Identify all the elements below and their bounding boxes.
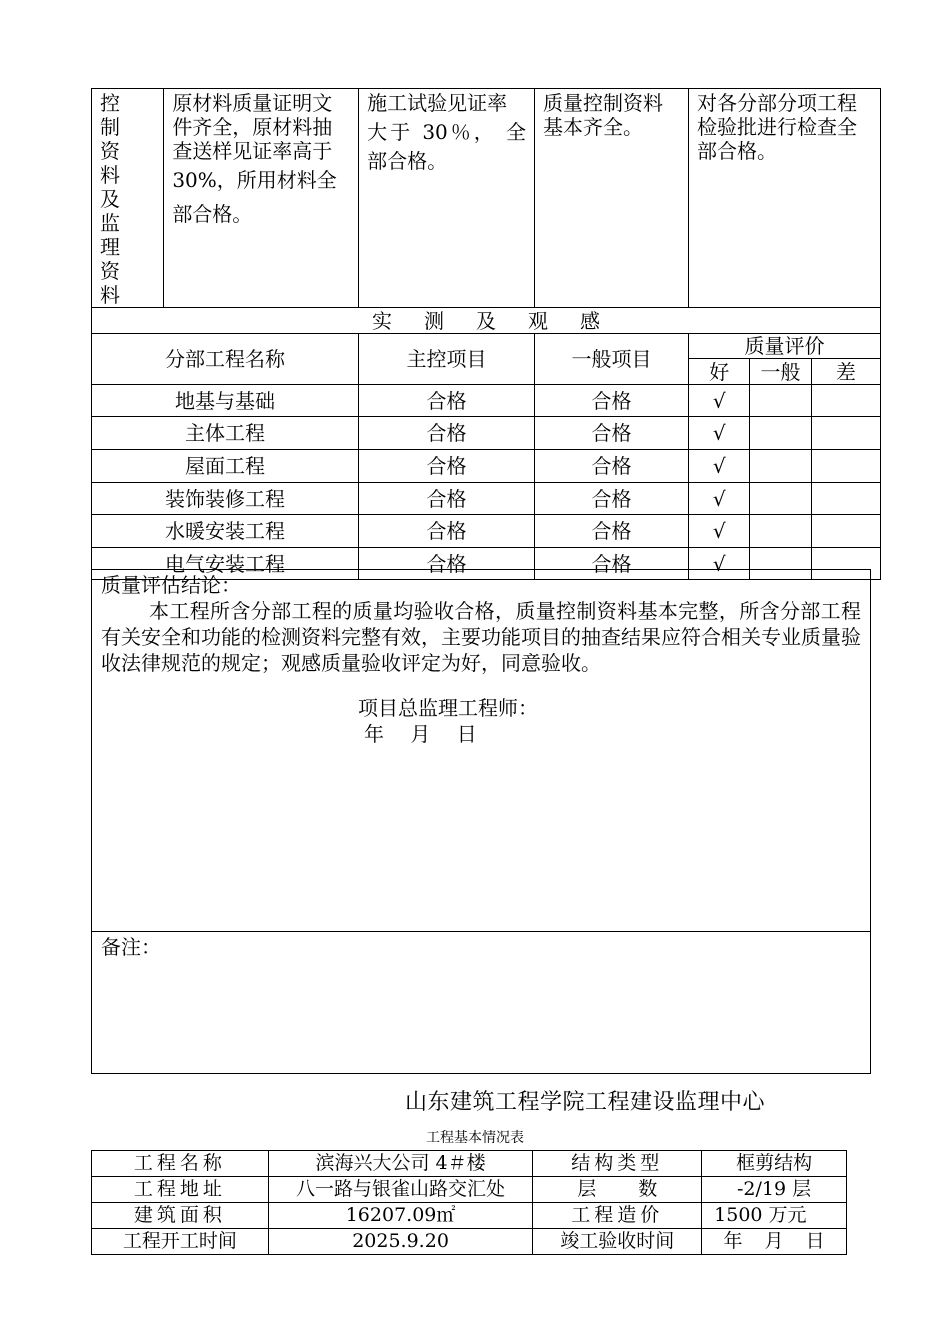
test-line-3: 部合格。 bbox=[367, 149, 448, 173]
row-general: 合格 bbox=[534, 483, 688, 515]
raw-material-cell bbox=[164, 89, 359, 308]
row-normal bbox=[750, 515, 811, 548]
table-row bbox=[92, 515, 881, 548]
info-key: 竣工验收时间 bbox=[533, 1229, 702, 1255]
row-poor bbox=[811, 515, 880, 548]
evaluation-cell: 对各分部分项工程检验批进行检查全部合格。 bbox=[689, 89, 881, 308]
row-good: √ bbox=[689, 385, 750, 417]
row-good: √ bbox=[689, 483, 750, 515]
row-main: 合格 bbox=[359, 483, 535, 515]
info-key: 工程开工时间 bbox=[92, 1229, 269, 1255]
control-data-label: 控 制 资 料 及 监 理 资 料 bbox=[92, 89, 164, 308]
row-main: 合格 bbox=[359, 417, 535, 450]
qc-data-cell: 质量控制资料基本齐全。 bbox=[534, 89, 688, 308]
row-name: 主体工程 bbox=[92, 417, 359, 450]
row-name: 装饰装修工程 bbox=[92, 483, 359, 515]
quality-evaluation-table bbox=[91, 88, 881, 580]
conclusion-body: 本工程所含分部工程的质量均验收合格，质量控制资料基本完整，所含分部工程有关安全和功能的检测资料完整有效，主要功能项目的抽查结果应符合相关专业质量验收法律规范的规定；观感质量验收评定为好，同意验收。 bbox=[101, 599, 861, 675]
header-quality: 质量评价 bbox=[689, 334, 881, 359]
row-name: 屋面工程 bbox=[92, 450, 359, 483]
info-key: 工程名称 bbox=[92, 1151, 269, 1177]
row-normal bbox=[750, 417, 811, 450]
header-general: 一般项目 bbox=[534, 334, 688, 385]
table-row bbox=[92, 483, 881, 515]
conclusion-date: 年 月 日 bbox=[364, 722, 477, 746]
conclusion-title: 质量评估结论： bbox=[101, 573, 241, 597]
test-line-1: 施工试验见证率 bbox=[367, 91, 508, 115]
info-value: 16207.09㎡ bbox=[268, 1203, 533, 1229]
row-poor bbox=[811, 385, 880, 417]
remark-label: 备注： bbox=[101, 935, 161, 959]
header-good: 好 bbox=[689, 359, 750, 385]
info-value: 年 月 日 bbox=[702, 1229, 847, 1255]
observation-title: 实测及观感 bbox=[92, 308, 881, 334]
info-key: 工程地址 bbox=[92, 1177, 269, 1203]
info-value: 滨海兴大公司 4＃楼 bbox=[268, 1151, 533, 1177]
conclusion-box bbox=[91, 569, 871, 1074]
table-row bbox=[92, 1177, 847, 1203]
raw-material-line-1: 原材料质量证明文件齐全，原材料抽查送样见证率高于 bbox=[172, 91, 333, 163]
table-row bbox=[92, 1229, 847, 1255]
info-value: 2025.9.20 bbox=[268, 1229, 533, 1255]
row-general: 合格 bbox=[534, 417, 688, 450]
row-good: √ bbox=[689, 450, 750, 483]
row-general: 合格 bbox=[534, 385, 688, 417]
row-main: 合格 bbox=[359, 515, 535, 548]
test-line-2: 大于 30％， 全 bbox=[367, 120, 526, 144]
info-value: -2/19 层 bbox=[702, 1177, 847, 1203]
chief-engineer-signature: 项目总监理工程师： bbox=[358, 696, 538, 720]
info-value: 1500 万元 bbox=[702, 1203, 847, 1229]
divider bbox=[92, 931, 870, 932]
row-good: √ bbox=[689, 417, 750, 450]
row-good: √ bbox=[689, 515, 750, 548]
header-name: 分部工程名称 bbox=[92, 334, 359, 385]
row-normal bbox=[750, 450, 811, 483]
info-key: 结构类型 bbox=[533, 1151, 702, 1177]
header-poor: 差 bbox=[811, 359, 880, 385]
row-name: 水暖安装工程 bbox=[92, 515, 359, 548]
row-general: 合格 bbox=[534, 450, 688, 483]
info-key: 工程造价 bbox=[533, 1203, 702, 1229]
table-row bbox=[92, 1151, 847, 1177]
row-normal bbox=[750, 483, 811, 515]
header-main: 主控项目 bbox=[359, 334, 535, 385]
table-row bbox=[92, 417, 881, 450]
info-key: 层 数 bbox=[533, 1177, 702, 1203]
row-main: 合格 bbox=[359, 385, 535, 417]
row-poor bbox=[811, 483, 880, 515]
info-value: 八一路与银雀山路交汇处 bbox=[268, 1177, 533, 1203]
organization-name: 山东建筑工程学院工程建设监理中心 bbox=[405, 1090, 766, 1115]
row-normal bbox=[750, 385, 811, 417]
row-main: 合格 bbox=[359, 548, 535, 580]
row-name: 电气安装工程 bbox=[92, 548, 359, 580]
info-value: 框剪结构 bbox=[702, 1151, 847, 1177]
row-main: 合格 bbox=[359, 450, 535, 483]
row-good: √ bbox=[689, 548, 750, 580]
info-table-caption: 工程基本情况表 bbox=[426, 1130, 524, 1146]
row-general: 合格 bbox=[534, 515, 688, 548]
table-row bbox=[92, 450, 881, 483]
row-poor bbox=[811, 417, 880, 450]
raw-material-line-2: 30%，所用材料全部合格。 bbox=[172, 168, 337, 226]
test-cell bbox=[359, 89, 535, 308]
info-key: 建筑面积 bbox=[92, 1203, 269, 1229]
row-general: 合格 bbox=[534, 548, 688, 580]
table-row bbox=[92, 1203, 847, 1229]
row-poor bbox=[811, 450, 880, 483]
row-name: 地基与基础 bbox=[92, 385, 359, 417]
header-normal: 一般 bbox=[750, 359, 811, 385]
project-info-table bbox=[91, 1150, 847, 1255]
table-row bbox=[92, 385, 881, 417]
